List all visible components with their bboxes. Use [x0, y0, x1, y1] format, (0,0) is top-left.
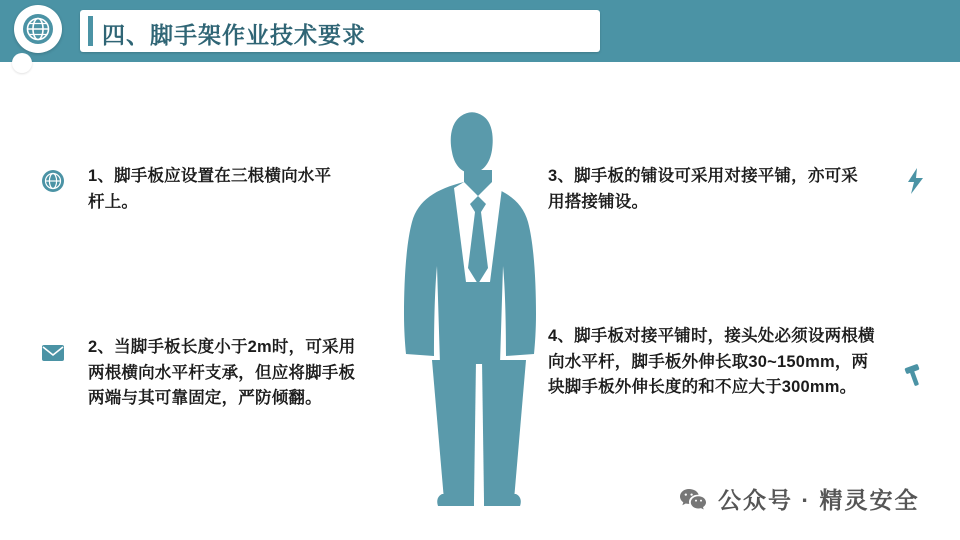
content-block-1-text: 1、脚手板应设置在三根横向水平杆上。	[88, 167, 332, 211]
decorative-dot	[12, 53, 32, 73]
globe-icon	[40, 168, 66, 194]
content-block-2-text: 2、当脚手板长度小于2m时，可采用两根横向水平杆支承，但应将脚手板两端与其可靠固定，严防倾翻。	[88, 338, 356, 408]
hammer-icon	[902, 362, 928, 388]
content-block-3-text: 3、脚手板的铺设可采用对接平铺，亦可采用搭接铺设。	[548, 167, 858, 211]
envelope-icon	[40, 340, 66, 366]
footer-watermark	[678, 482, 919, 515]
footer-text: 公众号 · 精灵安全	[718, 487, 920, 513]
bolt-icon	[902, 168, 928, 194]
header-title-accent-bar	[88, 16, 93, 46]
globe-icon	[14, 5, 62, 53]
page-title: 四、脚手架作业技术要求	[102, 22, 366, 48]
content-block-4-text: 4、脚手板对接平铺时，接头处必须设两根横向水平杆，脚手板外伸长取30~150mm，两块脚手板外伸长度的和不应大于300mm。	[548, 327, 875, 397]
wechat-icon	[678, 484, 708, 514]
